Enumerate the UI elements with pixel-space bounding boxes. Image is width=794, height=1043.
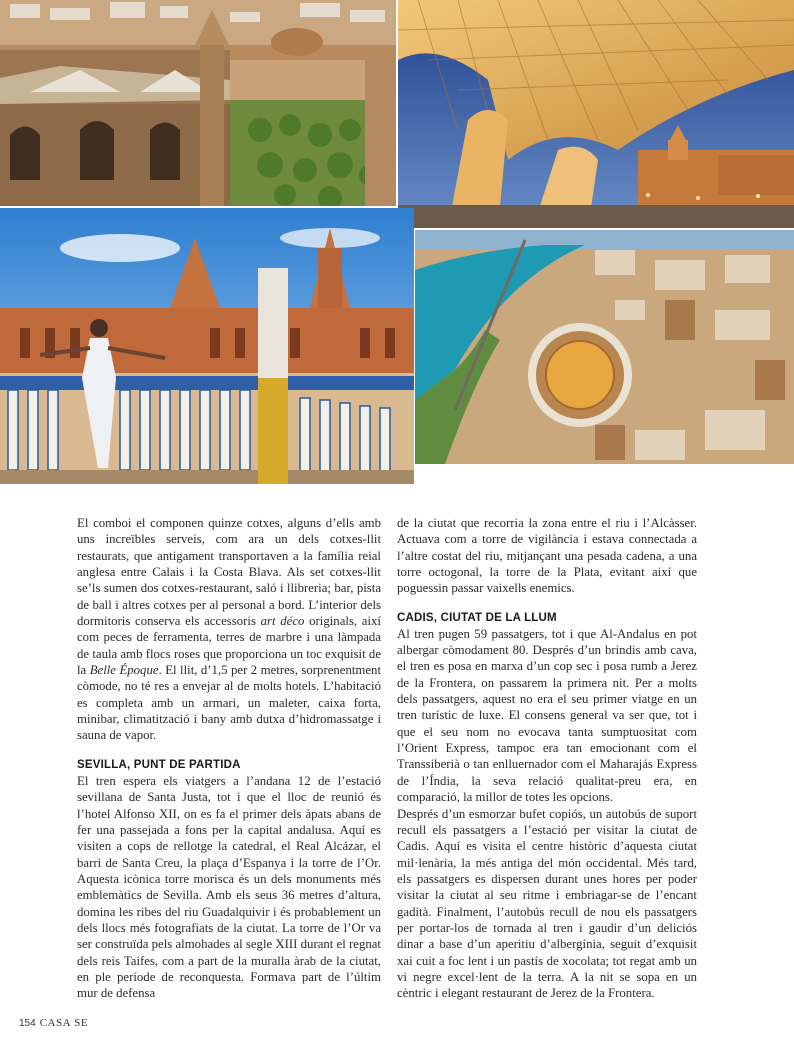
heading-sevilla: SEVILLA, PUNT DE PARTIDA bbox=[77, 758, 241, 771]
photo-plaza-de-espana bbox=[0, 208, 414, 484]
article-column-left bbox=[77, 515, 381, 1002]
page-footer bbox=[19, 1017, 88, 1029]
heading-cadis: CADIS, CIUTAT DE LA LLUM bbox=[397, 611, 557, 624]
page-number: 154 bbox=[19, 1018, 36, 1029]
paragraph-torre-continued: de la ciutat que recorria la zona entre el riu i l’Alcàsser. Actuava com a torre de vigilància i estava connectada a l’altre costat del riu, mitjançant una pesada cadena, a una torre octogonal, la torre de la Plata, evitant així que poguessin passar vaixells enemics. bbox=[397, 516, 697, 596]
photo-metropol-parasol bbox=[398, 0, 794, 228]
magazine-brand: CASA SE bbox=[39, 1017, 89, 1029]
paragraph-sevilla: El tren espera els viatgers a l’andana 12 de l’estació sevillana de Santa Justa, tot i que el lloc de reunió és l’hotel Alfonso XII, on es fa el primer dels àpats abans de fer una passejada a fons per la capital andalusa. Aquí es visiten a cops de rellotge la catedral, el Real Alcázar, el barri de Santa Creu, la plaça d’Espanya i la torre de l’Or. Aquesta icònica torre morisca és un dels monuments més emblemàtics de Sevilla. Amb els seus 36 metres d’altura, domina les ribes del riu Guadalquivir i és probablement un dels llocs més fotografiats de la ciutat. La torre de l’Or va ser construïda pels almohades al segle XIII durant el regnat dels reis Taifes, com a part de la muralla àrab de la ciutat, en ple període de reconquesta. Formava part de l’últim mur de defensa bbox=[77, 773, 381, 1001]
paragraph-cadis-passengers: Al tren pugen 59 passatgers, tot i que Al-Andalus en pot albergar còmodament 80. Després d’un brindis amb cava, el tren es posa en marxa d’un cop sec i posa rumb a Jerez de la Frontera, on passarem la primera nit. Per a molts dels passatgers, aquest no era el seu primer viatge en un tren turístic de luxe. El consens general va ser que, tot i que el seu nom no evocava tanta sumptuositat com l’Orient Express, tampoc era tan emocionant com el Transsiberià o tan enlluernador com el Maharajás Express de l’Índia, la seva relació qualitat-preu era, en comparació, la millor de totes les opcions. bbox=[397, 626, 697, 805]
article-column-right bbox=[397, 515, 697, 1002]
paragraph-cadis-visit: Després d’un esmorzar bufet copiós, un autobús de suport recull els passatgers a l’estació per visitar la ciutat de Cadis. Aquí es visita el centre històric d’aquesta ciutat mil·lenària, la més antiga del món occidental. Més tard, els passatgers es dispersen durant unes hores per poder visitar la ciutat al seu ritme i embriagar-se de l’encant gadità. Finalment, l’autobús recull de nou els passatgers per portar-los de tornada al tren i gaudir d’un deliciós dinar a base d’un aperitiu d’albergínia, seguit d’exquisit xai cuit a foc lent i un pastís de xocolata; tot regat amb un vi negre excel·lent de la terra. A la nit se sopa en un cèntric i elegant restaurant de Jerez de la Frontera. bbox=[397, 806, 697, 1001]
photo-seville-cathedral bbox=[0, 0, 396, 206]
emphasis-belle-epoque: Belle Époque bbox=[89, 663, 159, 678]
emphasis-art-deco: art déco bbox=[260, 614, 305, 629]
photo-aerial-bullring bbox=[415, 230, 794, 464]
paragraph-train-cars: El comboi el componen quinze cotxes, alguns d’ells amb uns increïbles serveis, com ara un dels cotxes-llit restaurats, que antigament transportaven a la família reial anglesa entre Calais i la Costa Blava. Als set cotxes-llit se’ls sumen dos cotxes-restaurant, saló i llibreria; bar, pista de ball i altres cotxes per al personal a bord. L’interior dels dormitoris conserva els accessoris art déco originals, així com peces de ferramenta, terres de marbre i una làmpada de taula amb flocs roses que proporciona un toc exquisit de la Belle Époque. El llit, d’1,5 per 2 metres, sorprenentment còmode, no té res a envejar al de molts hotels. L’habitació es completa amb un armari, un maleter, caixa forta, minibar, climatització i bany amb dutxa d’hidromassatge i sauna de vapor. bbox=[77, 516, 382, 743]
